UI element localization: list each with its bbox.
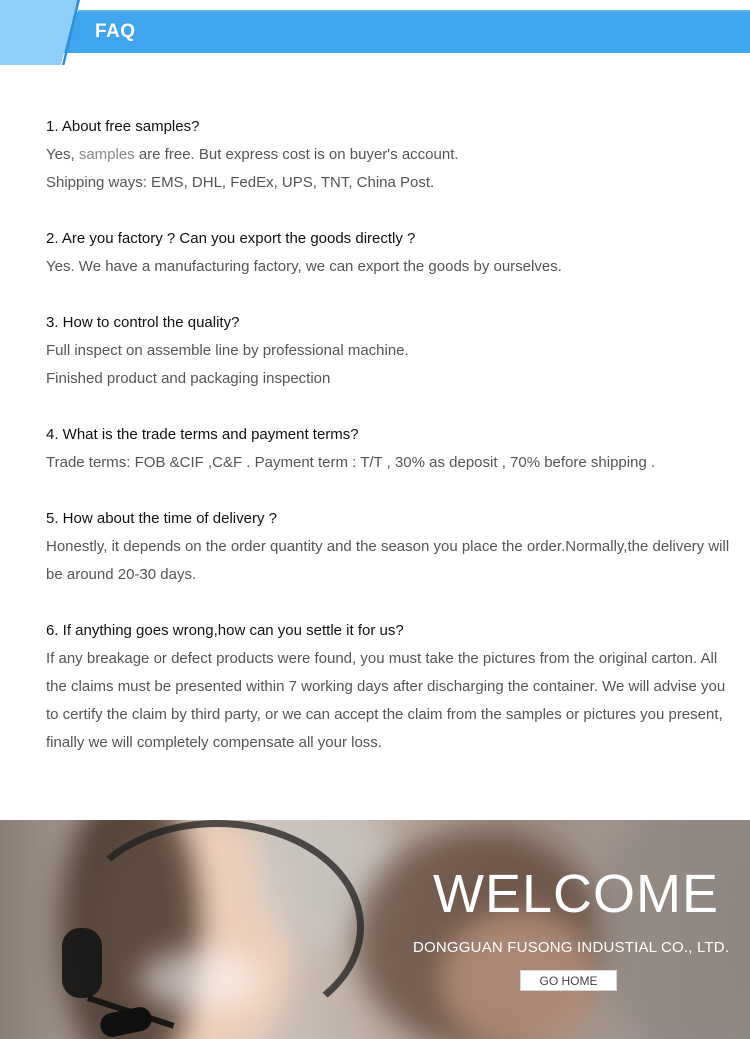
faq-item [46,505,741,589]
faq-question: 5. How about the time of delivery ? [46,510,277,527]
faq-question: 2. Are you factory ? Can you export the goods directly ? [46,230,416,247]
faq-answer-text: If any breakage or defect products were found, you must take the pictures from the original carton. All the claims must be presented within 7 working days after discharging the container. We will advise you to certify the claim by third party, or we can accept the claim from the samples or pictures you present, finally we will completely compensate all your loss. [46,650,726,751]
go-home-button[interactable]: GO HOME [520,970,617,991]
faq-answer-line [46,141,741,169]
faq-item [46,617,741,757]
faq-answer-line [46,253,741,281]
faq-answer-text: Trade terms: FOB &CIF ,C&F . Payment term : T/T , 30% as deposit , 70% before shipping . [46,454,656,471]
banner-photo-right-background [600,820,750,1039]
faq-answer-line [46,169,741,197]
faq-question: 3. How to control the quality? [46,314,240,331]
faq-answer-line [46,533,741,589]
faq-item [46,421,741,477]
headset-band-icon [70,820,364,1034]
faq-header-bar [0,12,750,53]
faq-answer-line [46,645,741,757]
welcome-title: WELCOME [433,864,720,924]
faq-question: 1. About free samples? [46,118,200,135]
company-name: DONGGUAN FUSONG INDUSTIAL CO., LTD. [413,939,730,956]
faq-question: 4. What is the trade terms and payment terms? [46,426,359,443]
faq-answer-text: Yes. We have a manufacturing factory, we can export the goods by ourselves. [46,258,562,275]
headset-earpad-icon [62,928,102,998]
faq-item [46,309,741,393]
faq-answer-line [46,337,741,365]
faq-answer-line [46,365,741,393]
faq-title: FAQ [95,21,136,42]
faq-answer-text: Full inspect on assemble line by professional machine. [46,342,409,359]
faq-item [46,113,741,197]
faq-item [46,225,741,281]
faq-list [46,113,741,785]
faq-answer-text: Yes, [46,146,79,163]
faq-question: 6. If anything goes wrong,how can you settle it for us? [46,622,404,639]
faq-answer-text: samples [78,146,135,163]
faq-answer-text: Honestly, it depends on the order quantity and the season you place the order.Normally,the delivery will be around 20-30 days. [46,538,730,583]
welcome-banner [0,820,750,1039]
faq-answer-text: are free. But express cost is on buyer's account. [134,146,459,163]
faq-answer-text: Shipping ways: EMS, DHL, FedEx, UPS, TNT, China Post. [46,174,435,191]
header-top-stripe [78,10,750,12]
faq-answer-text: Finished product and packaging inspection [46,370,331,387]
faq-answer-line [46,449,741,477]
